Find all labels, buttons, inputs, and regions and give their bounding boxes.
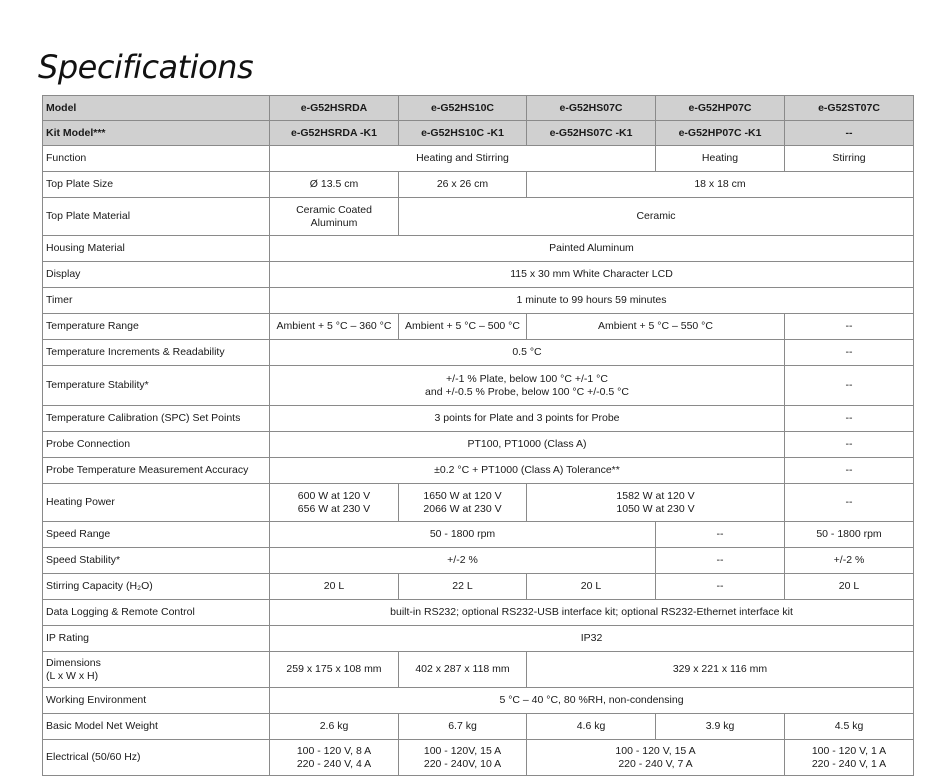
spec-value-text: -- — [845, 496, 853, 508]
spec-value-text: 4.5 kg — [834, 720, 864, 732]
model-name: e-G52HS07C — [527, 96, 656, 121]
spec-value-text: 20 L — [838, 580, 860, 592]
spec-value-text: built-in RS232; optional RS232-USB interface kit; optional RS232-Ethernet interface kit — [390, 606, 793, 618]
spec-value-text: Ambient + 5 °C – 500 °C — [405, 320, 520, 332]
spec-value-text: 0.5 °C — [512, 346, 542, 358]
spec-value — [785, 366, 914, 406]
spec-label — [43, 262, 270, 288]
spec-value-text: 402 x 287 x 118 mm — [415, 663, 510, 675]
spec-value-text: 1 minute to 99 hours 59 minutes — [516, 294, 667, 306]
spec-value-text: 100 - 120 V, 15 A — [615, 744, 696, 757]
spec-label-text: Timer — [46, 294, 73, 306]
spec-value — [785, 146, 914, 172]
spec-row — [43, 198, 914, 236]
spec-value — [399, 314, 527, 340]
spec-value-text: Heating and Stirring — [416, 152, 509, 164]
spec-value-text: 2066 W at 230 V — [423, 502, 502, 515]
spec-value-text: Stirring — [832, 152, 866, 164]
spec-value — [270, 652, 399, 688]
spec-table — [42, 95, 914, 776]
spec-value — [270, 198, 399, 236]
spec-value-text: Painted Aluminum — [549, 242, 634, 254]
spec-row — [43, 406, 914, 432]
spec-value — [270, 288, 914, 314]
spec-value-text: 4.6 kg — [576, 720, 606, 732]
model-label: Model — [43, 96, 270, 121]
spec-value — [785, 714, 914, 740]
spec-label — [43, 432, 270, 458]
spec-value — [270, 458, 785, 484]
model-name: e-G52HP07C — [656, 96, 785, 121]
spec-label-text: (L x W x H) — [46, 669, 99, 682]
spec-label-text: Temperature Calibration (SPC) Set Points — [46, 412, 241, 424]
spec-label-text: Data Logging & Remote Control — [46, 606, 195, 618]
spec-value-text: 26 x 26 cm — [436, 178, 489, 190]
spec-value — [656, 548, 785, 574]
spec-label-text: Speed Stability* — [46, 554, 121, 566]
spec-value-text: Aluminum — [310, 216, 358, 229]
spec-label — [43, 340, 270, 366]
spec-row — [43, 458, 914, 484]
spec-value-text: -- — [845, 412, 853, 424]
spec-label — [43, 740, 270, 776]
spec-value-text: -- — [716, 554, 724, 566]
spec-value — [399, 198, 914, 236]
spec-value — [785, 740, 914, 776]
spec-value-text: +/-2 % — [447, 554, 478, 566]
spec-row — [43, 146, 914, 172]
spec-label-text: Speed Range — [46, 528, 111, 540]
spec-value — [270, 406, 785, 432]
spec-row — [43, 626, 914, 652]
spec-label — [43, 366, 270, 406]
spec-value — [527, 652, 914, 688]
spec-label — [43, 236, 270, 262]
spec-value-text: 20 L — [323, 580, 345, 592]
spec-value-text: -- — [845, 346, 853, 358]
spec-value-text: Ø 13.5 cm — [309, 178, 359, 190]
spec-value-text: 100 - 120 V, 1 A — [811, 744, 887, 757]
spec-value — [785, 314, 914, 340]
spec-value — [399, 172, 527, 198]
spec-value — [785, 522, 914, 548]
spec-label — [43, 484, 270, 522]
spec-value-text: 1050 W at 230 V — [616, 502, 695, 515]
spec-value-text: 50 - 1800 rpm — [816, 528, 882, 540]
spec-label — [43, 688, 270, 714]
spec-value-text: ±0.2 °C + PT1000 (Class A) Tolerance** — [434, 464, 620, 476]
spec-value — [527, 714, 656, 740]
spec-row — [43, 288, 914, 314]
spec-row — [43, 652, 914, 688]
spec-label-text: Top Plate Size — [46, 178, 114, 190]
spec-label-text: Dimensions — [46, 656, 101, 669]
spec-value-text: 115 x 30 mm White Character LCD — [510, 268, 673, 280]
spec-value-text: 20 L — [580, 580, 602, 592]
spec-label-text: Probe Temperature Measurement Accuracy — [46, 464, 249, 476]
spec-value-text: 600 W at 120 V — [297, 489, 371, 502]
spec-value-text: 22 L — [452, 580, 473, 592]
spec-value — [527, 740, 785, 776]
spec-label — [43, 522, 270, 548]
spec-value — [527, 314, 785, 340]
kit-model-name: e-G52HSRDA -K1 — [270, 121, 399, 146]
spec-label — [43, 146, 270, 172]
spec-row — [43, 548, 914, 574]
spec-value-text: -- — [716, 580, 724, 592]
model-name: e-G52HS10C — [399, 96, 527, 121]
spec-value-text: -- — [845, 379, 853, 391]
spec-row — [43, 172, 914, 198]
spec-value — [270, 626, 914, 652]
spec-label-text: Heating Power — [46, 496, 115, 508]
spec-value-text: 3 points for Plate and 3 points for Probe — [434, 412, 620, 424]
spec-value-text: 329 x 221 x 116 mm — [672, 663, 768, 675]
spec-value-text: Ceramic Coated — [296, 203, 372, 216]
model-name: e-G52HSRDA — [270, 96, 399, 121]
spec-value — [270, 146, 656, 172]
spec-label-text: IP Rating — [46, 632, 89, 644]
spec-value-text: 3.9 kg — [705, 720, 735, 732]
spec-value-text: 1650 W at 120 V — [423, 489, 502, 502]
spec-value-text: 100 - 120V, 15 A — [423, 744, 502, 757]
spec-label — [43, 652, 270, 688]
spec-value — [270, 262, 914, 288]
spec-label-text: Function — [46, 152, 87, 164]
spec-value-text: -- — [845, 320, 853, 332]
spec-value — [270, 236, 914, 262]
spec-label-text: Basic Model Net Weight — [46, 720, 158, 732]
page-title: Specifications — [38, 48, 254, 86]
spec-label — [43, 314, 270, 340]
spec-value — [399, 652, 527, 688]
spec-value — [270, 366, 785, 406]
spec-label — [43, 626, 270, 652]
spec-value — [270, 688, 914, 714]
spec-value-text: 6.7 kg — [448, 720, 477, 732]
spec-row — [43, 366, 914, 406]
spec-value — [270, 548, 656, 574]
spec-value-text: 18 x 18 cm — [694, 178, 746, 190]
kit-model-row — [43, 121, 914, 146]
spec-row — [43, 522, 914, 548]
spec-value — [399, 740, 527, 776]
spec-label — [43, 714, 270, 740]
spec-value-text: -- — [845, 438, 853, 450]
spec-value — [785, 458, 914, 484]
spec-row — [43, 574, 914, 600]
spec-label — [43, 600, 270, 626]
kit-model-name: -- — [785, 121, 914, 146]
spec-value-text: Ceramic — [636, 210, 676, 222]
spec-value — [527, 172, 914, 198]
spec-value-text: Ambient + 5 °C – 360 °C — [276, 320, 392, 332]
spec-row — [43, 740, 914, 776]
spec-row — [43, 432, 914, 458]
spec-label-text: Temperature Range — [46, 320, 139, 332]
spec-value — [785, 406, 914, 432]
spec-value-text: 220 - 240 V, 7 A — [618, 757, 693, 770]
spec-row — [43, 688, 914, 714]
spec-label-text: Stirring Capacity (H₂O) — [46, 580, 153, 592]
spec-value — [399, 484, 527, 522]
spec-value — [527, 574, 656, 600]
spec-label — [43, 406, 270, 432]
spec-label-text: Working Environment — [46, 694, 147, 706]
spec-label-text: Probe Connection — [46, 438, 131, 450]
spec-value — [785, 574, 914, 600]
spec-value-text: and +/-0.5 % Probe, below 100 °C +/-0.5 °C — [425, 385, 629, 398]
spec-value — [270, 714, 399, 740]
spec-row — [43, 340, 914, 366]
spec-value-text: 259 x 175 x 108 mm — [286, 663, 382, 675]
spec-value — [270, 172, 399, 198]
spec-value — [656, 714, 785, 740]
spec-value — [785, 484, 914, 522]
spec-value — [270, 522, 656, 548]
spec-value-text: -- — [845, 464, 853, 476]
spec-value-text: +/-1 % Plate, below 100 °C +/-1 °C — [446, 372, 608, 385]
spec-label-text: Temperature Increments & Readability — [46, 346, 225, 358]
kit-model-name: e-G52HS07C -K1 — [527, 121, 656, 146]
spec-value-text: IP32 — [580, 632, 603, 644]
spec-row — [43, 600, 914, 626]
spec-value — [785, 340, 914, 366]
spec-value-text: Ambient + 5 °C – 550 °C — [598, 320, 713, 332]
spec-value — [656, 146, 785, 172]
spec-label — [43, 288, 270, 314]
spec-value — [270, 600, 914, 626]
kit-model-label: Kit Model*** — [43, 121, 270, 146]
spec-value-text: +/-2 % — [833, 554, 865, 566]
spec-value-text: 656 W at 230 V — [297, 502, 371, 515]
spec-value-text: 5 °C – 40 °C, 80 %RH, non-condensing — [499, 694, 684, 706]
spec-value — [656, 574, 785, 600]
spec-row — [43, 236, 914, 262]
spec-label — [43, 172, 270, 198]
spec-value — [656, 522, 785, 548]
spec-value — [270, 314, 399, 340]
spec-value-text: 2.6 kg — [319, 720, 349, 732]
spec-value — [785, 432, 914, 458]
spec-value-text: 50 - 1800 rpm — [429, 528, 496, 540]
spec-value — [527, 484, 785, 522]
spec-label — [43, 198, 270, 236]
spec-value — [270, 740, 399, 776]
spec-value — [399, 574, 527, 600]
spec-label-text: Temperature Stability* — [46, 379, 149, 391]
spec-value-text: 220 - 240V, 10 A — [423, 757, 502, 770]
spec-value-text: 220 - 240 V, 4 A — [296, 757, 372, 770]
spec-value — [399, 714, 527, 740]
spec-row — [43, 484, 914, 522]
spec-value-text: 1582 W at 120 V — [616, 489, 695, 502]
spec-value-text: 100 - 120 V, 8 A — [296, 744, 372, 757]
kit-model-name: e-G52HS10C -K1 — [399, 121, 527, 146]
spec-label — [43, 574, 270, 600]
spec-label — [43, 548, 270, 574]
spec-value-text: -- — [716, 528, 724, 540]
spec-value — [270, 484, 399, 522]
spec-label — [43, 458, 270, 484]
spec-row — [43, 262, 914, 288]
spec-row — [43, 314, 914, 340]
model-row — [43, 96, 914, 121]
model-name: e-G52ST07C — [785, 96, 914, 121]
spec-label-text: Electrical (50/60 Hz) — [46, 751, 141, 763]
spec-value — [785, 548, 914, 574]
kit-model-name: e-G52HP07C -K1 — [656, 121, 785, 146]
spec-label-text: Top Plate Material — [46, 210, 131, 222]
spec-value — [270, 340, 785, 366]
spec-label-text: Display — [46, 268, 81, 280]
spec-value-text: 220 - 240 V, 1 A — [811, 757, 887, 770]
spec-value — [270, 574, 399, 600]
spec-label-text: Housing Material — [46, 242, 125, 254]
spec-value-text: PT100, PT1000 (Class A) — [467, 438, 587, 450]
spec-value — [270, 432, 785, 458]
spec-value-text: Heating — [701, 152, 739, 164]
spec-row — [43, 714, 914, 740]
